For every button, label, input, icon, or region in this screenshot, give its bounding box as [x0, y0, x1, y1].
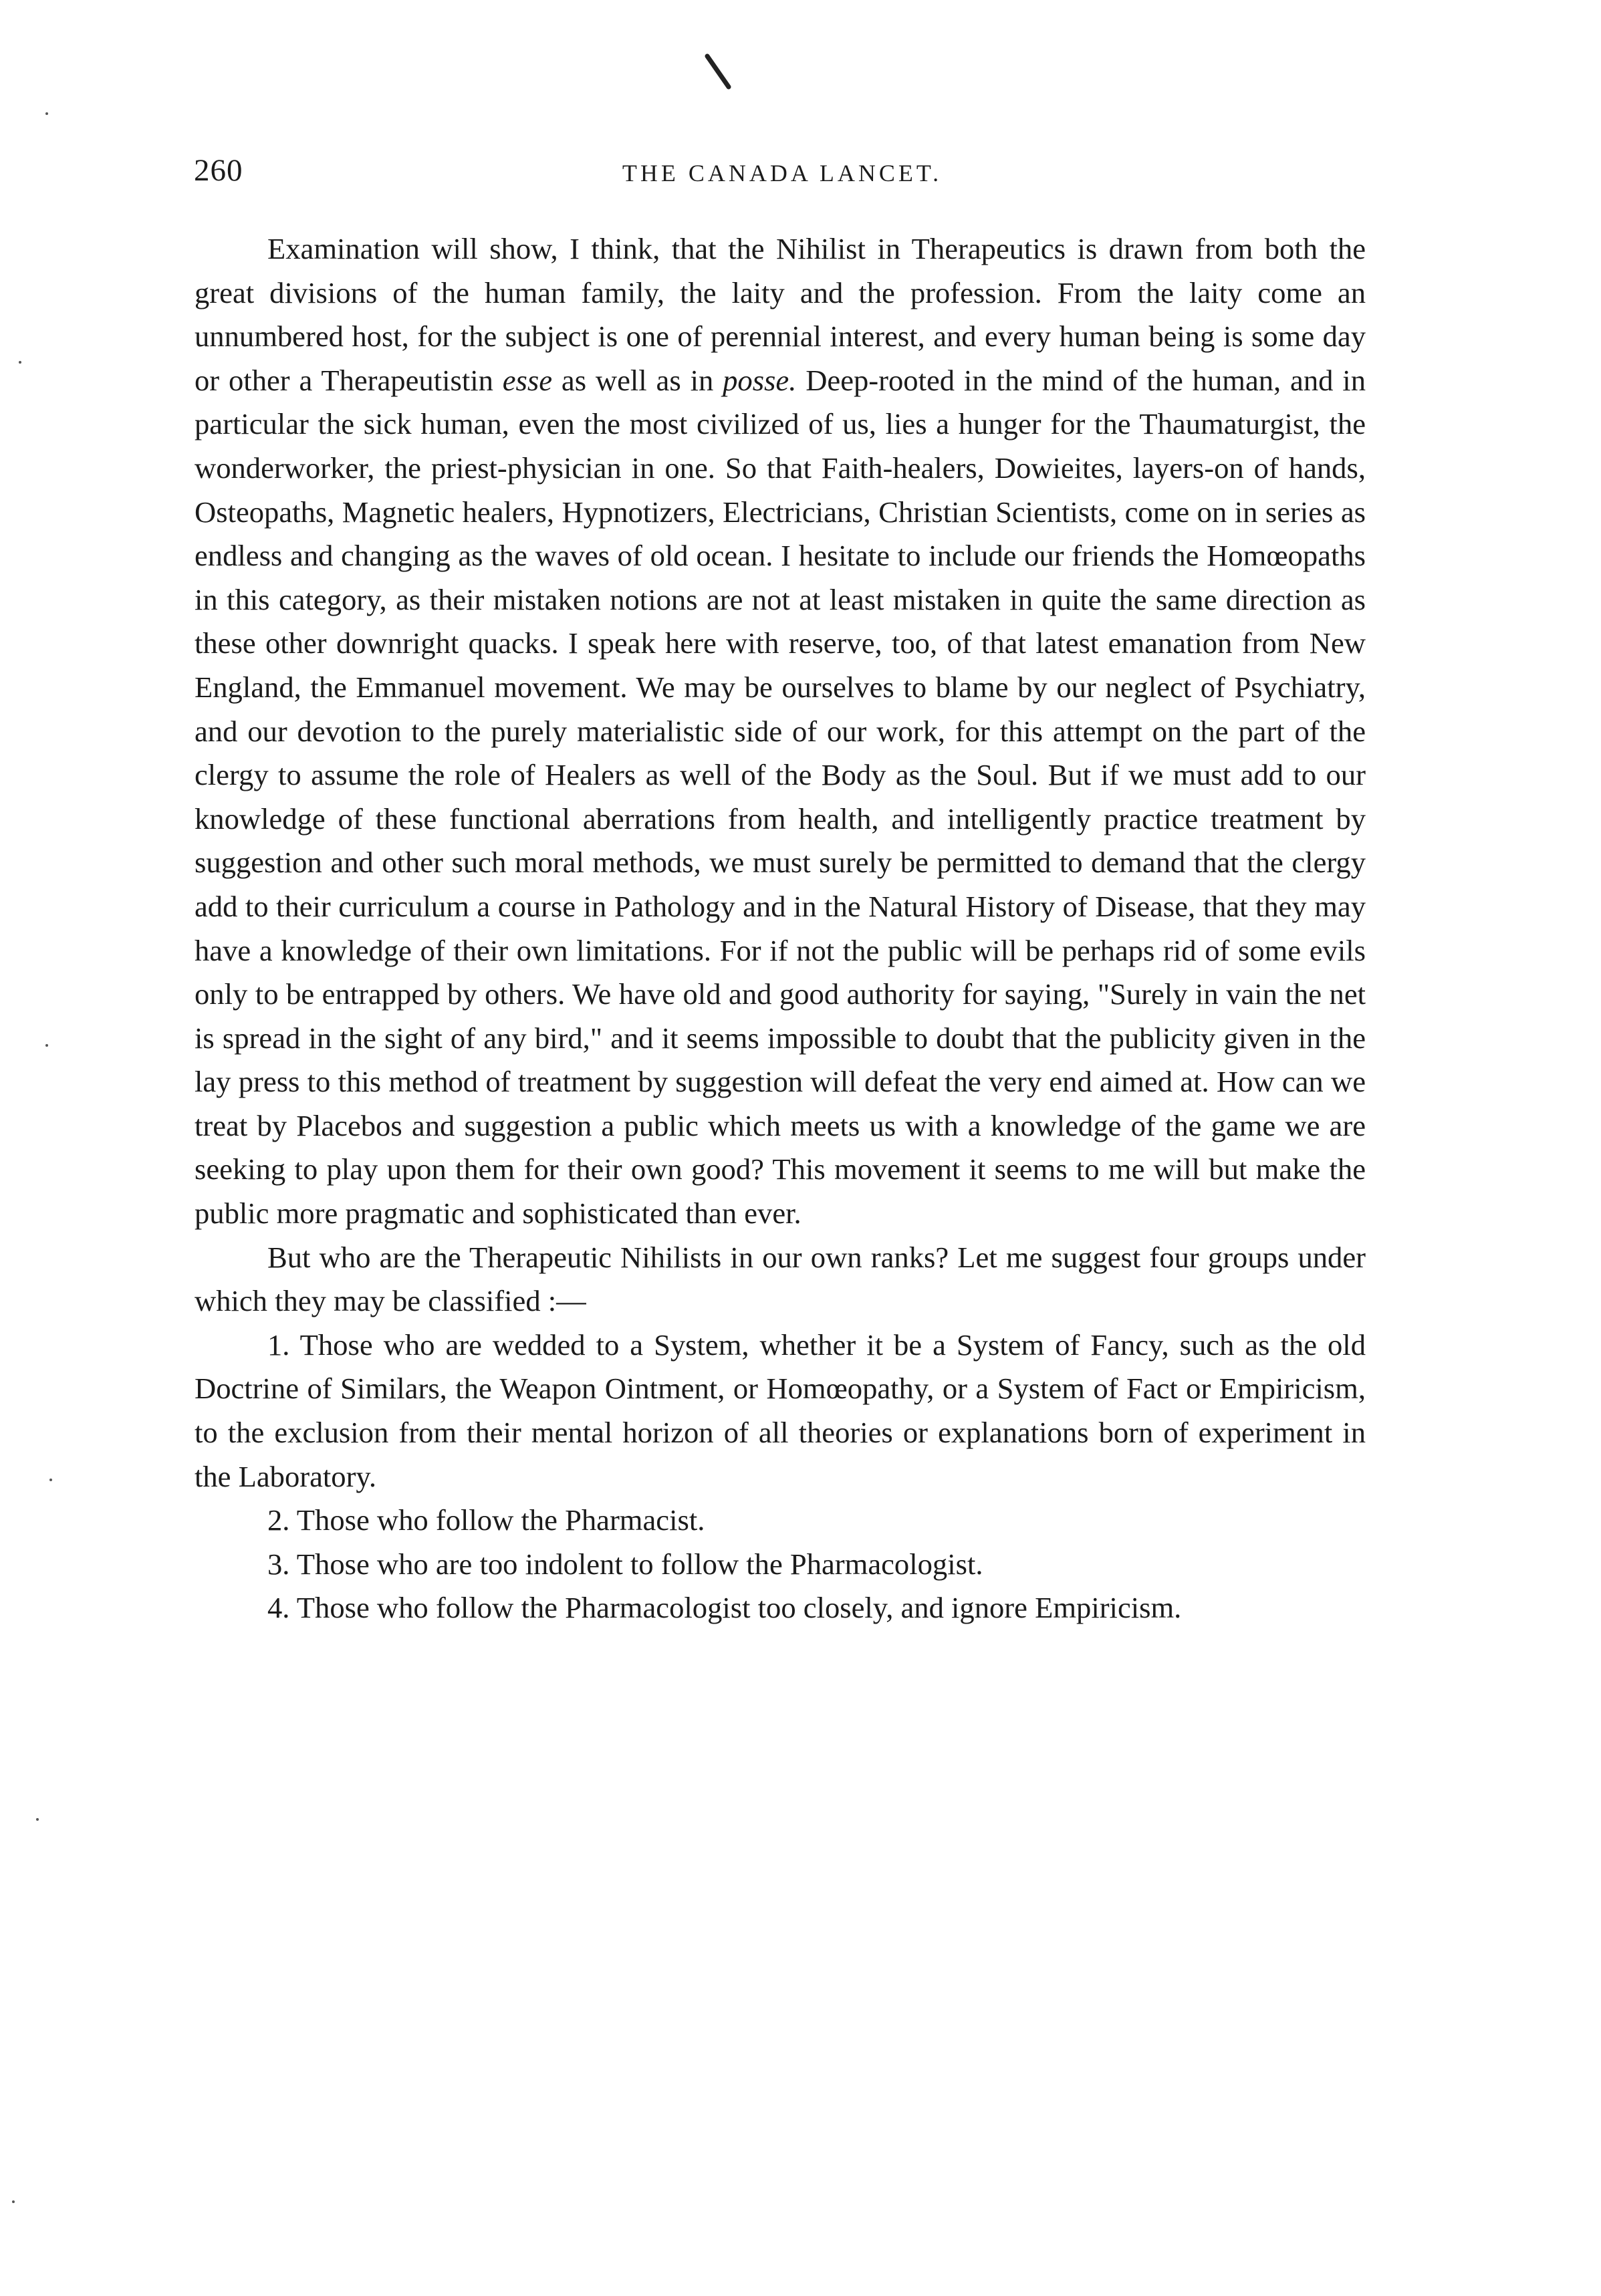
paragraph-1	[195, 227, 1366, 1236]
list-item-4: 4. Those who follow the Pharmacologist too closely, and ignore Empiricism.	[267, 1591, 1182, 1625]
page-number: 260	[194, 153, 243, 188]
page-header	[194, 147, 1370, 194]
speck	[36, 1818, 39, 1821]
paragraph-1-italic-esse: esse	[502, 363, 553, 397]
paragraph-1-start: Examination will show, I think, that the Nihilist in Therapeutics is drawn from both the great divisions of the human family, the laity and the profession. From the laity come an unnumbered host, for the subject is one of perennial interest, and every human being is some day or other a Therapeutistin	[195, 232, 1366, 397]
paragraph-2: But who are the Therapeutic Nihilists in our own ranks? Let me suggest four groups under which they may be classified :—	[195, 1240, 1366, 1318]
paragraph-1-mid: as well as in	[552, 363, 723, 397]
stray-mark-icon	[702, 52, 735, 92]
paragraph-1-italic-posse: posse.	[723, 363, 797, 397]
speck	[49, 1479, 52, 1481]
speck	[19, 361, 21, 364]
body-text	[195, 227, 1366, 1630]
list-item-1: 1. Those who are wedded to a System, whether it be a System of Fancy, such as the old Doctrine of Similars, the Weapon Ointment, or Homœopathy, or a System of Fact or Empiricism, to the exclusion from their mental horizon of all theories or explanations born of experiment in the Laboratory.	[195, 1327, 1366, 1493]
list-item-3: 3. Those who are too indolent to follow the Pharmacologist.	[267, 1547, 983, 1581]
speck	[45, 1044, 48, 1047]
speck	[12, 2200, 15, 2203]
paragraph-1-rest: Deep-rooted in the mind of the human, and in particular the sick human, even the most civilized of us, lies a hunger for the Thaumaturgist, the wonderworker, the priest-physician in one. So that Faith-healers, Dowieites, layers-on of hands, Osteopaths, Magnetic healers, Hypnotizers, Electricians, Christian Scientists, come on in series as endless and changing as the waves of old ocean. I hesitate to include our friends the Homœopaths in this category, as their mistaken notions are not at least mistaken in quite the same direction as these other downright quacks. I speak here with reserve, too, of that latest emanation from New England, the Emmanuel movement. We may be ourselves to blame by our neglect of Psychiatry, and our devotion to the purely materialistic side of our work, for this attempt on the part of the clergy to assume the role of Healers as well of the Body as the Soul. But if we must add to our knowledge of these functional aberrations from health, and intelligently practice treatment by suggestion and other such moral methods, we must surely be permitted to demand that the clergy add to their curriculum a course in Pathology and in the Natural History of Disease, that they may have a knowledge of their own limitations. For if not the public will be perhaps rid of some evils only to be entrapped by others. We have old and good authority for saying, "Surely in vain the net is spread in the sight of any bird," and it seems impossible to doubt that the publicity given in the lay press to this method of treatment by suggestion will defeat the very end aimed at. How can we treat by Placebos and suggestion a public which meets us with a knowledge of the game we are seeking to play upon them for their own good? This movement it seems to me will but make the public more pragmatic and sophisticated than ever.	[195, 363, 1366, 1231]
list-item-2: 2. Those who follow the Pharmacist.	[267, 1503, 705, 1537]
running-head: THE CANADA LANCET.	[622, 160, 943, 186]
speck	[45, 112, 48, 115]
